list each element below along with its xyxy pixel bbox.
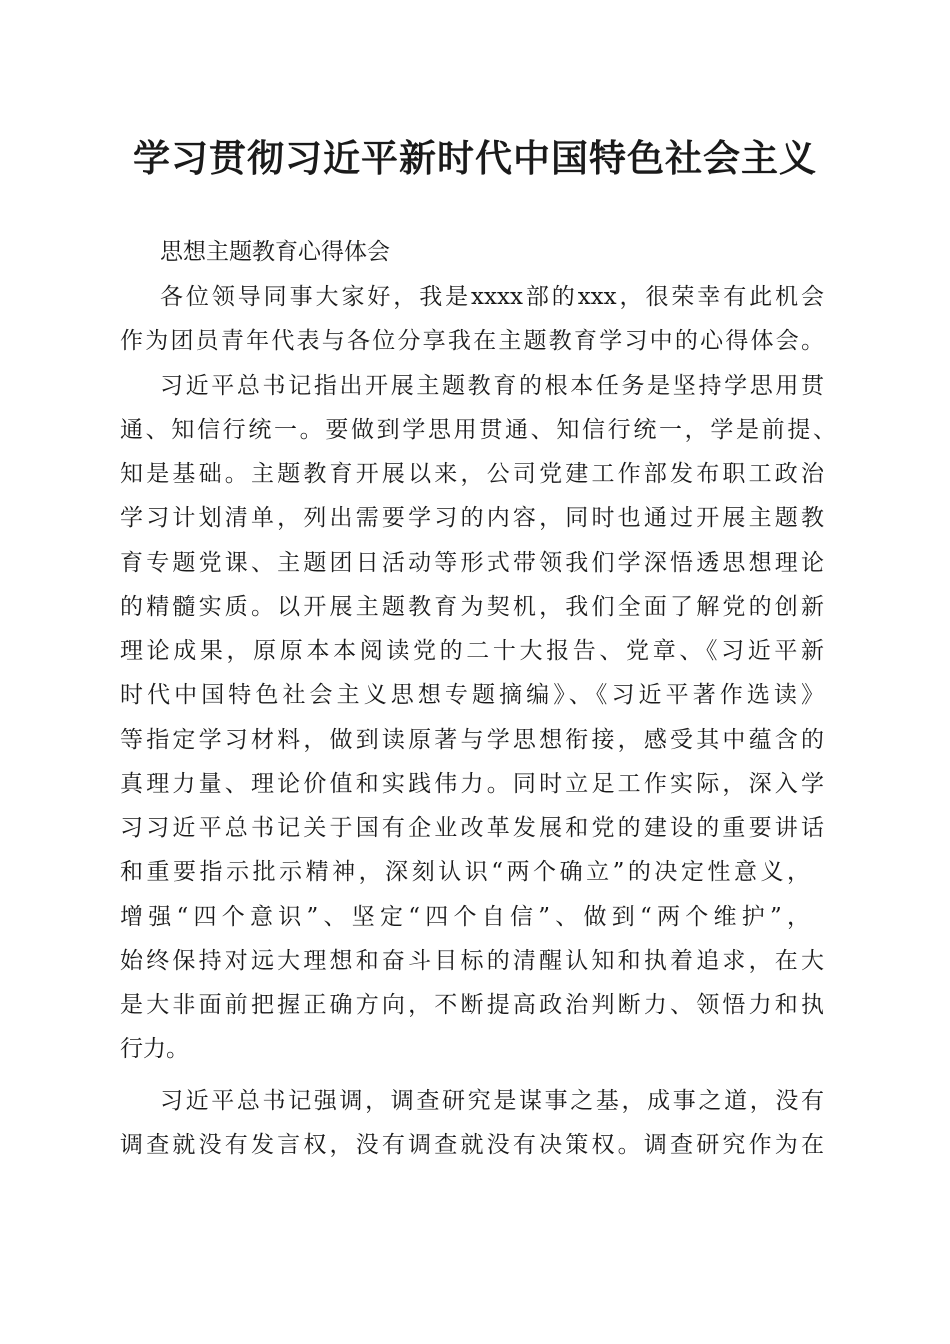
paragraph-line: 育专题党课、主题团日活动等形式带领我们学深悟透思想理论: [120, 550, 824, 576]
paragraph-line: 习近平总书记指出开展主题教育的根本任务是坚持学思用贯: [160, 373, 824, 399]
paragraph-line: 各位领导同事大家好，我是xxxx部的xxx，很荣幸有此机会: [160, 284, 824, 310]
paragraph-line: 始终保持对远大理想和奋斗目标的清醒认知和执着追求，在大: [120, 948, 824, 974]
paragraph-line: 等指定学习材料，做到读原著与学思想衔接，感受其中蕴含的: [120, 727, 824, 753]
paragraph-line: 习近平总书记强调，调查研究是谋事之基，成事之道，没有: [160, 1088, 824, 1114]
paragraph-line: 时代中国特色社会主义思想专题摘编》、《习近平著作选读》: [120, 682, 824, 708]
paragraph-line: 是大非面前把握正确方向，不断提高政治判断力、领悟力和执: [120, 992, 824, 1018]
paragraph-line: 作为团员青年代表与各位分享我在主题教育学习中的心得体会。: [120, 328, 824, 354]
paragraph-line: 学习计划清单，列出需要学习的内容，同时也通过开展主题教: [120, 505, 824, 531]
paragraph-line: 调查就没有发言权，没有调查就没有决策权。调查研究作为在: [120, 1132, 824, 1158]
paragraph-line: 理论成果，原原本本阅读党的二十大报告、党章、《习近平新: [120, 638, 824, 664]
paragraph-line: 行力。: [120, 1036, 189, 1062]
paragraph-line: 通、知信行统一。要做到学思用贯通、知信行统一，学是前提、: [120, 417, 836, 443]
paragraph-line: 知是基础。主题教育开展以来，公司党建工作部发布职工政治: [120, 461, 824, 487]
paragraph-line: 真理力量、理论价值和实践伟力。同时立足工作实际，深入学: [120, 771, 824, 797]
paragraph-line: 和重要指示批示精神，深刻认识“两个确立”的决定性意义，: [120, 859, 810, 885]
paragraph-line: 习习近平总书记关于国有企业改革发展和党的建设的重要讲话: [120, 815, 824, 841]
paragraph-line: 的精髓实质。以开展主题教育为契机，我们全面了解党的创新: [120, 594, 824, 620]
paragraph-line: 增强“四个意识”、坚定“四个自信”、做到“两个维护”，: [120, 904, 810, 930]
document-subtitle: 思想主题教育心得体会: [160, 239, 390, 265]
document-title: 学习贯彻习近平新时代中国特色社会主义: [133, 136, 817, 180]
